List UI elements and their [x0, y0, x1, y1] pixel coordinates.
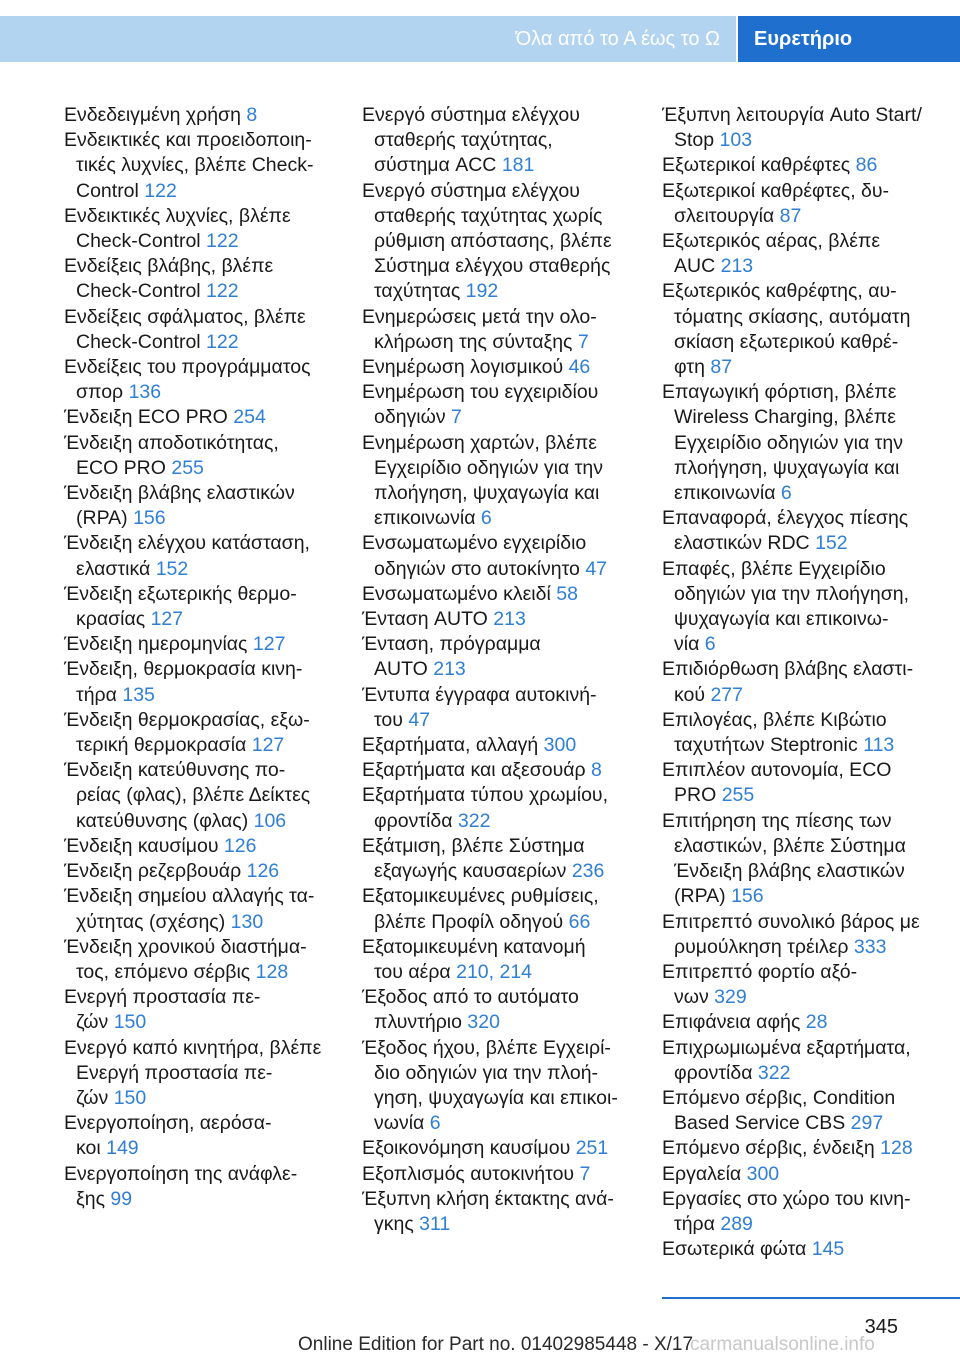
page-reference-link[interactable]: 8	[246, 104, 258, 126]
index-entry-text: Έξοδος από το αυτόματο πλυντήριο	[362, 986, 579, 1034]
index-entry	[662, 910, 958, 960]
index-entry	[662, 1136, 958, 1161]
page-reference-link[interactable]: 47	[408, 708, 431, 731]
index-entry-text: Εξωτερικός αέρας, βλέπε AUC	[662, 230, 881, 278]
index-entry	[362, 531, 647, 581]
page-reference-link[interactable]: 149	[106, 1137, 139, 1160]
page-reference-link[interactable]: 130	[230, 910, 264, 933]
index-entry-text: Επιτρεπτό φορτίο αξό‐ νων	[662, 960, 858, 1009]
index-entry	[362, 1136, 647, 1161]
index-entry-text: Επαφές, βλέπε Εγχειρίδιο οδηγιών για την πλοήγηση, ψυχαγωγία και επικοινω‐ νία	[662, 557, 909, 656]
index-entry	[662, 1086, 958, 1136]
index-entry	[362, 783, 647, 833]
index-entry	[64, 355, 349, 405]
index-entry	[662, 557, 958, 658]
index-entry-text: Εξατομικευμένες ρυθμίσεις, βλέπε Προφίλ οδηγού	[362, 885, 599, 933]
index-entry	[64, 305, 349, 355]
index-entry	[64, 431, 349, 481]
watermark: carmanualsonline.info	[690, 1334, 875, 1355]
index-entry-text: Εξαρτήματα και αξεσουάρ	[362, 759, 592, 782]
index-entry-text: Ένδειξη καυσίμου	[64, 834, 224, 857]
index-entry-text: Ένδειξη κατεύθυνσης πο‐ ρείας (φλας), βλέπε Δείκτες κατεύθυνσης (φλας)	[64, 759, 311, 832]
page-reference-link[interactable]: 210, 214	[456, 960, 533, 983]
index-entry	[64, 103, 349, 128]
page-reference-link[interactable]: 192	[465, 280, 499, 303]
page-reference-link[interactable]: 66	[568, 910, 591, 933]
page-reference-link[interactable]: 122	[206, 280, 239, 303]
index-entry-text: Έξυπνη λειτουργία Auto Start/ Stop	[662, 104, 922, 152]
page-reference-link[interactable]: 150	[113, 1011, 147, 1034]
index-entry-text: Ενσωματωμένο κλειδί	[362, 582, 557, 605]
index-entry	[662, 1036, 958, 1086]
index-entry	[362, 683, 647, 733]
index-entry-text: Ενεργό σύστημα ελέγχου σταθερής ταχύτητας, σύστημα ACC	[362, 104, 580, 177]
index-entry-text: Έξυπνη κλήση έκτακτης ανά‐ γκης	[362, 1187, 614, 1235]
index-entry-text: Έξοδος ήχου, βλέπε Εγχειρί‐ διο οδηγιών για την πλοή‐ γηση, ψυχαγωγία και επικοι‐ νωνία	[362, 1036, 618, 1135]
index-entry	[64, 632, 349, 657]
index-entry-text: Εργαλεία	[662, 1162, 747, 1185]
index-entry-text: Ενεργή προστασία πε‐ ζών	[64, 986, 261, 1034]
index-entry	[362, 985, 647, 1035]
index-entry-text: Ενημέρωση του εγχειριδίου οδηγιών	[362, 381, 599, 429]
index-entry-text: Ένδειξη σημείου αλλαγής τα‐ χύτητας (σχέσης)	[64, 885, 315, 933]
index-entry-text: Ενεργό καπό κινητήρα, βλέπε Ενεργή προστασία πε‐ ζών	[64, 1036, 322, 1109]
page-reference-link[interactable]: 213	[433, 658, 466, 681]
index-entry-text: Εξοικονόμηση καυσίμου	[362, 1137, 576, 1160]
index-entry-text: Επιχρωμιωμένα εξαρτήματα, φροντίδα	[662, 1036, 911, 1084]
index-entry	[64, 531, 349, 581]
index-entry-text: Επιτήρηση της πίεσης των ελαστικών, βλέπε Σύστημα Ένδειξη βλάβης ελαστικών (RPA)	[662, 809, 906, 908]
index-entry	[662, 1237, 958, 1262]
page-reference-link[interactable]: 28	[805, 1011, 828, 1034]
index-entry	[662, 960, 958, 1010]
index-entry-text: Ενσωματωμένο εγχειρίδιο οδηγιών στο αυτοκίνητο	[362, 532, 587, 580]
index-entry-text: Επιλογέας, βλέπε Κιβώτιο ταχυτήτων Steptronic	[662, 708, 887, 757]
page-reference-link[interactable]: 277	[710, 683, 743, 706]
index-entry	[362, 1162, 647, 1187]
page-reference-link[interactable]: 128	[255, 960, 289, 983]
page-reference-link[interactable]: 152	[815, 532, 848, 555]
page-reference-link[interactable]: 106	[253, 809, 287, 832]
index-entry-text: Ένδειξη χρονικού διαστήμα‐ τος, επόμενο σέρβις	[64, 935, 307, 983]
index-entry	[64, 935, 349, 985]
index-entry	[662, 758, 958, 808]
page-reference-link[interactable]: 6	[704, 633, 716, 656]
index-entry	[64, 481, 349, 531]
index-entry	[662, 279, 958, 380]
page-reference-link[interactable]: 251	[575, 1137, 609, 1160]
index-entry-text: Ενημέρωση λογισμικού	[362, 356, 569, 379]
index-entry	[662, 657, 958, 707]
index-entry	[64, 254, 349, 304]
page-reference-link[interactable]: 6	[429, 1112, 441, 1135]
index-entry	[362, 582, 647, 607]
index-entry	[64, 884, 349, 934]
index-entry-text: Ενεργοποίηση, αερόσα‐ κοι	[64, 1112, 272, 1160]
index-entry	[662, 229, 958, 279]
index-entry-text: Ένδειξη ελέγχου κατάσταση, ελαστικά	[64, 532, 310, 580]
index-entry-text: Επιφάνεια αφής	[662, 1011, 806, 1034]
index-entry-text: Ενεργό σύστημα ελέγχου σταθερής ταχύτητας χωρίς ρύθμιση απόστασης, βλέπε Σύστημα ελέγχου σταθερής ταχύτητας	[362, 179, 612, 303]
page-reference-link[interactable]: 87	[779, 204, 802, 227]
index-entry-text: Επαγωγική φόρτιση, βλέπε Wireless Charging, βλέπε Εγχειρίδιο οδηγιών για την πλοήγηση, ψυχαγωγία και επικοινωνία	[662, 381, 903, 505]
index-entry	[362, 935, 647, 985]
page-reference-link[interactable]: 181	[501, 154, 535, 177]
index-entry-text: Εξωτερικοί καθρέφτες, δυ‐ σλειτουργία	[662, 179, 890, 227]
index-entry	[362, 431, 647, 532]
index-entry	[662, 809, 958, 910]
page-reference-link[interactable]: 6	[780, 482, 792, 505]
index-entry	[362, 1036, 647, 1137]
index-entry-text: Εργασίες στο χώρο του κινη‐ τήρα	[662, 1187, 911, 1235]
index-entry	[662, 1010, 958, 1035]
index-entry-text: Επόμενο σέρβις, ένδειξη	[662, 1137, 881, 1160]
page-reference-link[interactable]: 87	[710, 356, 733, 379]
index-entry-text: Ενδεικτικές και προειδοποιη‐ τικές λυχνίες, βλέπε Check- Control	[64, 129, 314, 202]
page-reference-link[interactable]: 122	[144, 179, 177, 202]
page-reference-link[interactable]: 126	[223, 834, 257, 857]
page-reference-link[interactable]: 320	[467, 1011, 500, 1034]
index-entry	[64, 834, 349, 859]
page-reference-link[interactable]: 128	[880, 1137, 913, 1160]
index-entry-text: Ενδείξεις βλάβης, βλέπε Check-Control	[64, 255, 274, 303]
index-entry	[362, 758, 647, 783]
index-entry	[362, 103, 647, 179]
page-reference-link[interactable]: 6	[480, 507, 492, 530]
index-entry-text: Εξωτερικοί καθρέφτες	[662, 154, 856, 177]
index-entry-text: Εξωτερικός καθρέφτης, αυ‐ τόματης σκίασης, αυτόματη σκίαση εξωτερικού καθρέ‐ φτη	[662, 280, 911, 379]
section-tab[interactable]	[0, 16, 736, 62]
index-entry-text: Επόμενο σέρβις, Condition Based Service CBS	[662, 1086, 896, 1135]
index-entry	[64, 985, 349, 1035]
page-reference-link[interactable]: 150	[113, 1086, 147, 1109]
index-entry	[362, 607, 647, 632]
index-entry-text: Ένταση AUTO	[362, 608, 494, 631]
page-reference-link[interactable]: 300	[746, 1162, 780, 1185]
index-entry	[64, 128, 349, 204]
index-entry	[362, 733, 647, 758]
index-entry	[662, 380, 958, 506]
index-entry-text: Ένδειξη ECO PRO	[64, 406, 234, 429]
page-reference-link[interactable]: 8	[591, 759, 602, 782]
page-reference-link[interactable]: 7	[577, 330, 589, 353]
index-entry	[64, 708, 349, 758]
page-reference-link[interactable]: 213	[720, 255, 754, 278]
index-entry-text: Εξάτμιση, βλέπε Σύστημα εξαγωγής καυσαερίων	[362, 834, 585, 883]
index-entry	[64, 1162, 349, 1212]
page-reference-link[interactable]: 127	[150, 608, 184, 631]
index-entry-text: Επιπλέον αυτονομία, ECO PRO	[662, 759, 892, 807]
index-tab[interactable]	[738, 16, 960, 62]
index-entry	[64, 657, 349, 707]
index-entry	[662, 153, 958, 178]
index-entry	[662, 1162, 958, 1187]
index-entry-text: Επαναφορά, έλεγχος πίεσης ελαστικών RDC	[662, 507, 909, 555]
index-entry-text: Ενδεικτικές λυχνίες, βλέπε Check-Control	[64, 204, 291, 253]
page-reference-link[interactable]: 46	[568, 356, 591, 379]
index-label: Ευρετήριο	[754, 27, 853, 50]
index-entry	[362, 355, 647, 380]
page-reference-link[interactable]: 135	[122, 683, 155, 706]
index-entry	[64, 859, 349, 884]
index-entry-text: Ενεργοποίηση της ανάφλε‐ ξης	[64, 1162, 298, 1210]
index-entry-text: Ένδειξη ρεζερβουάρ	[64, 860, 247, 883]
index-entry-text: Επιδιόρθωση βλάβης ελαστι‐ κού	[662, 658, 914, 706]
index-entry-text: Ενδείξεις του προγράμματος σπορ	[64, 356, 311, 404]
index-entry-text: Έντυπα έγγραφα αυτοκινή‐ του	[362, 683, 597, 731]
page-reference-link[interactable]: 289	[720, 1212, 753, 1235]
index-entry	[362, 884, 647, 934]
page-reference-link[interactable]: 47	[585, 557, 608, 580]
index-column-3	[662, 103, 958, 1262]
page-reference-link[interactable]: 236	[571, 860, 605, 883]
page-reference-link[interactable]: 297	[850, 1112, 884, 1135]
index-entry	[64, 582, 349, 632]
page-reference-link[interactable]: 213	[493, 608, 526, 631]
index-entry-text: Ένδειξη, θερμοκρασία κινη‐ τήρα	[64, 658, 303, 706]
section-label: Όλα από το Α έως το Ω	[515, 27, 720, 50]
index-entry	[662, 103, 958, 153]
index-entry	[662, 506, 958, 556]
index-entry	[362, 632, 647, 682]
index-entry-text: Ενδεδειγμένη χρήση	[64, 104, 247, 126]
index-entry-text: Εξαρτήματα, αλλαγή	[362, 734, 544, 757]
page-reference-link[interactable]: 311	[419, 1212, 451, 1235]
page-reference-link[interactable]: 300	[543, 734, 577, 757]
page-reference-link[interactable]: 126	[246, 860, 280, 883]
index-entry-text: Ένδειξη ημερομηνίας	[64, 633, 253, 656]
footer-edition: Online Edition for Part no. 01402985448 - X/17	[298, 1334, 694, 1355]
page-reference-link[interactable]: 7	[579, 1162, 591, 1185]
page-reference-link[interactable]: 156	[731, 885, 764, 908]
index-entry-text: Εξαρτήματα τύπου χρωμίου, φροντίδα	[362, 784, 608, 832]
page-reference-link[interactable]: 7	[451, 406, 462, 429]
index-entry-text: Ενημερώσεις μετά την ολο‐ κλήρωση της σύνταξης	[362, 305, 597, 353]
page-number-rule	[662, 1297, 960, 1299]
index-entry-text: Ένδειξη αποδοτικότητας, ECO PRO	[64, 431, 279, 479]
index-entry	[64, 405, 349, 430]
page-number: 345	[864, 1316, 898, 1338]
index-entry	[64, 758, 349, 834]
page-reference-link[interactable]: 99	[110, 1187, 133, 1210]
page-reference-link[interactable]: 127	[252, 633, 286, 656]
index-entry	[662, 708, 958, 758]
index-column-1	[64, 103, 349, 1212]
page-reference-link[interactable]: 255	[721, 784, 755, 807]
index-entry	[362, 1187, 647, 1237]
page-reference-link[interactable]: 103	[719, 129, 753, 152]
index-entry	[662, 179, 958, 229]
page-reference-link[interactable]: 127	[251, 734, 285, 757]
page-reference-link[interactable]: 122	[206, 230, 239, 253]
page-reference-link[interactable]: 145	[811, 1238, 845, 1261]
index-entry-text: Ένδειξη βλάβης ελαστικών (RPA)	[64, 482, 295, 530]
index-entry	[64, 204, 349, 254]
page-reference-link[interactable]: 113	[863, 734, 895, 757]
page-reference-link[interactable]: 333	[853, 935, 887, 958]
page-reference-link[interactable]: 152	[155, 557, 189, 580]
index-entry	[64, 1111, 349, 1161]
index-entry-text: Ένδειξη εξωτερικής θερμο‐ κρασίας	[64, 582, 297, 631]
index-entry-text: Εξατομικευμένη κατανομή του αέρα	[362, 935, 586, 983]
index-entry	[662, 1187, 958, 1237]
index-entry-text: Ένταση, πρόγραμμα AUTO	[362, 633, 541, 681]
index-entry-text: Ένδειξη θερμοκρασίας, εξω‐ τερική θερμοκρασία	[64, 708, 310, 757]
index-entry-text: Ενδείξεις σφάλματος, βλέπε Check-Control	[64, 305, 306, 353]
page-reference-link[interactable]: 255	[171, 456, 204, 479]
page-reference-link[interactable]: 254	[233, 406, 266, 429]
index-entry	[362, 380, 647, 430]
page-header	[0, 16, 960, 62]
page-reference-link[interactable]: 122	[206, 330, 239, 353]
index-entry-text: Εσωτερικά φώτα	[662, 1238, 812, 1261]
index-column-2	[362, 103, 647, 1237]
index-entry	[362, 305, 647, 355]
page-reference-link[interactable]: 156	[133, 507, 166, 530]
index-entry	[64, 1036, 349, 1112]
page-reference-link[interactable]: 58	[556, 582, 578, 605]
index-entry-text: Ενημέρωση χαρτών, βλέπε Εγχειρίδιο οδηγιών για την πλοήγηση, ψυχαγωγία και επικοινωνία	[362, 431, 603, 530]
index-entry-text: Επιτρεπτό συνολικό βάρος με ρυμούλκηση τρέιλερ	[662, 910, 920, 958]
index-entry	[362, 179, 647, 305]
page-reference-link[interactable]: 329	[714, 986, 747, 1009]
page-reference-link[interactable]: 86	[855, 154, 878, 177]
page-reference-link[interactable]: 322	[457, 809, 491, 832]
index-entry-text: Εξοπλισμός αυτοκινήτου	[362, 1162, 580, 1185]
page-reference-link[interactable]: 322	[757, 1061, 791, 1084]
index-entry	[362, 834, 647, 884]
page-reference-link[interactable]: 136	[128, 381, 162, 404]
